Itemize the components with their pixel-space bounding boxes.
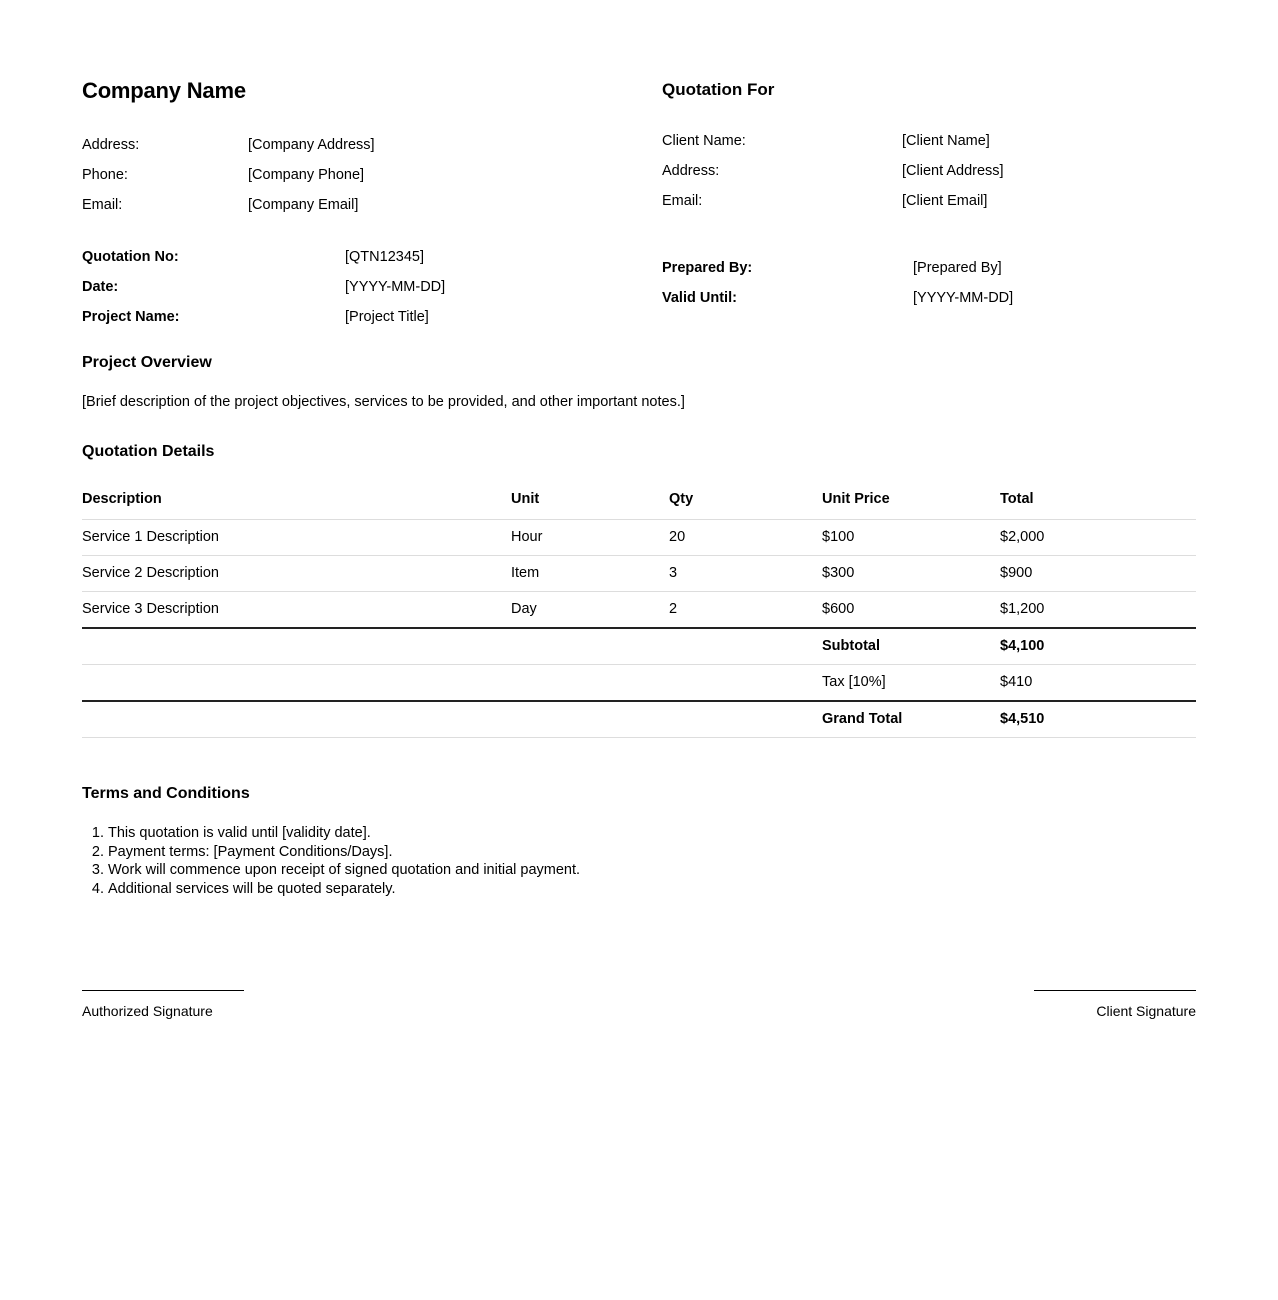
quotation-no-label: Quotation No: — [82, 249, 179, 265]
valid-until-label: Valid Until: — [662, 290, 737, 306]
table-body — [82, 520, 1196, 738]
grand-total-spacer-3 — [669, 701, 822, 738]
grand-total-value: $4,510 — [1000, 701, 1196, 738]
grand-total-spacer-1 — [82, 701, 511, 738]
authorized-signature-box — [82, 990, 244, 1020]
client-email-row — [662, 186, 1196, 216]
client-name-row — [662, 126, 1196, 156]
client-name-label: Client Name: — [662, 133, 746, 149]
signature-section — [82, 990, 1196, 1020]
project-name-row — [82, 302, 662, 332]
quotation-no-value: [QTN12345] — [345, 249, 424, 265]
cell-unit: Item — [511, 556, 669, 592]
cell-unit-price: $100 — [822, 520, 1000, 556]
grand-total-spacer-2 — [511, 701, 669, 738]
column-header-description: Description — [82, 484, 511, 520]
client-email-value: [Client Email] — [902, 193, 988, 209]
tax-label: Tax [10%] — [822, 665, 1000, 702]
client-address-label: Address: — [662, 163, 720, 179]
subtotal-label: Subtotal — [822, 628, 1000, 665]
project-overview-section — [82, 353, 1196, 411]
client-address-value: [Client Address] — [902, 163, 1004, 179]
grand-total-label: Grand Total — [822, 701, 1000, 738]
cell-qty: 2 — [669, 592, 822, 629]
cell-unit: Hour — [511, 520, 669, 556]
valid-until-value: [YYYY-MM-DD] — [913, 290, 1014, 306]
tax-spacer-1 — [82, 665, 511, 702]
cell-total: $900 — [1000, 556, 1196, 592]
tax-value: $410 — [1000, 665, 1196, 702]
cell-description: Service 2 Description — [82, 556, 511, 592]
prepared-meta-block — [662, 253, 1196, 313]
quotation-date-label: Date: — [82, 279, 119, 295]
column-header-unit: Unit — [511, 484, 669, 520]
valid-until-row — [662, 283, 1196, 313]
quotation-details-table — [82, 484, 1196, 738]
cell-total: $2,000 — [1000, 520, 1196, 556]
company-info-block — [82, 130, 662, 220]
column-header-unit-price: Unit Price — [822, 484, 1000, 520]
quotation-details-section — [82, 442, 1196, 738]
quotation-date-value: [YYYY-MM-DD] — [345, 279, 446, 295]
quotation-meta-block — [82, 242, 662, 332]
cell-description: Service 3 Description — [82, 592, 511, 629]
company-phone-value: [Company Phone] — [248, 167, 365, 183]
authorized-signature-line — [82, 990, 244, 991]
authorized-signature-label: Authorized Signature — [82, 1003, 213, 1019]
client-name-value: [Client Name] — [902, 133, 990, 149]
quotation-details-title: Quotation Details — [82, 443, 215, 460]
table-row — [82, 592, 1196, 629]
company-email-row — [82, 190, 662, 220]
project-overview-text: [Brief description of the project objectives, services to be provided, and other important notes.] — [82, 394, 685, 410]
table-row — [82, 556, 1196, 592]
company-name: Company Name — [82, 78, 246, 103]
client-column — [662, 78, 1196, 332]
tax-row — [82, 665, 1196, 702]
company-address-value: [Company Address] — [248, 137, 375, 153]
cell-unit-price: $300 — [822, 556, 1000, 592]
table-header-row — [82, 484, 1196, 520]
list-item: 4. Additional services will be quoted separately. — [108, 880, 1196, 899]
terms-list — [82, 824, 1196, 898]
list-item: 3. Work will commence upon receipt of signed quotation and initial payment. — [108, 861, 1196, 880]
list-item: 1. This quotation is valid until [validity date]. — [108, 824, 1196, 843]
company-phone-label: Phone: — [82, 167, 128, 183]
terms-title: Terms and Conditions — [82, 785, 250, 802]
cell-qty: 3 — [669, 556, 822, 592]
client-address-row — [662, 156, 1196, 186]
company-column — [82, 78, 662, 332]
project-name-label: Project Name: — [82, 309, 180, 325]
cell-qty: 20 — [669, 520, 822, 556]
subtotal-spacer-2 — [511, 628, 669, 665]
project-overview-title: Project Overview — [82, 354, 212, 371]
company-phone-row — [82, 160, 662, 190]
subtotal-row — [82, 628, 1196, 665]
subtotal-value: $4,100 — [1000, 628, 1196, 665]
table-row — [82, 520, 1196, 556]
subtotal-spacer-1 — [82, 628, 511, 665]
client-signature-label: Client Signature — [1096, 1003, 1196, 1019]
cell-description: Service 1 Description — [82, 520, 511, 556]
grand-total-row — [82, 701, 1196, 738]
company-email-label: Email: — [82, 197, 123, 213]
list-item: 2. Payment terms: [Payment Conditions/Days]. — [108, 843, 1196, 862]
tax-spacer-2 — [511, 665, 669, 702]
terms-section — [82, 784, 1196, 898]
tax-spacer-3 — [669, 665, 822, 702]
cell-unit: Day — [511, 592, 669, 629]
table-header — [82, 484, 1196, 520]
company-address-row — [82, 130, 662, 160]
prepared-by-value: [Prepared By] — [913, 260, 1002, 276]
document-header — [82, 0, 1196, 332]
client-signature-line — [1034, 990, 1196, 991]
column-header-qty: Qty — [669, 484, 822, 520]
subtotal-spacer-3 — [669, 628, 822, 665]
client-email-label: Email: — [662, 193, 703, 209]
company-email-value: [Company Email] — [248, 197, 359, 213]
quotation-date-row — [82, 272, 662, 302]
cell-total: $1,200 — [1000, 592, 1196, 629]
client-info-block — [662, 126, 1196, 216]
client-signature-box — [1034, 990, 1196, 1020]
column-header-total: Total — [1000, 484, 1196, 520]
prepared-by-row — [662, 253, 1196, 283]
company-address-label: Address: — [82, 137, 140, 153]
quotation-no-row — [82, 242, 662, 272]
cell-unit-price: $600 — [822, 592, 1000, 629]
quotation-for-title: Quotation For — [662, 80, 775, 99]
project-name-value: [Project Title] — [345, 309, 429, 325]
document-sheet — [82, 0, 1196, 1020]
prepared-by-label: Prepared By: — [662, 260, 753, 276]
